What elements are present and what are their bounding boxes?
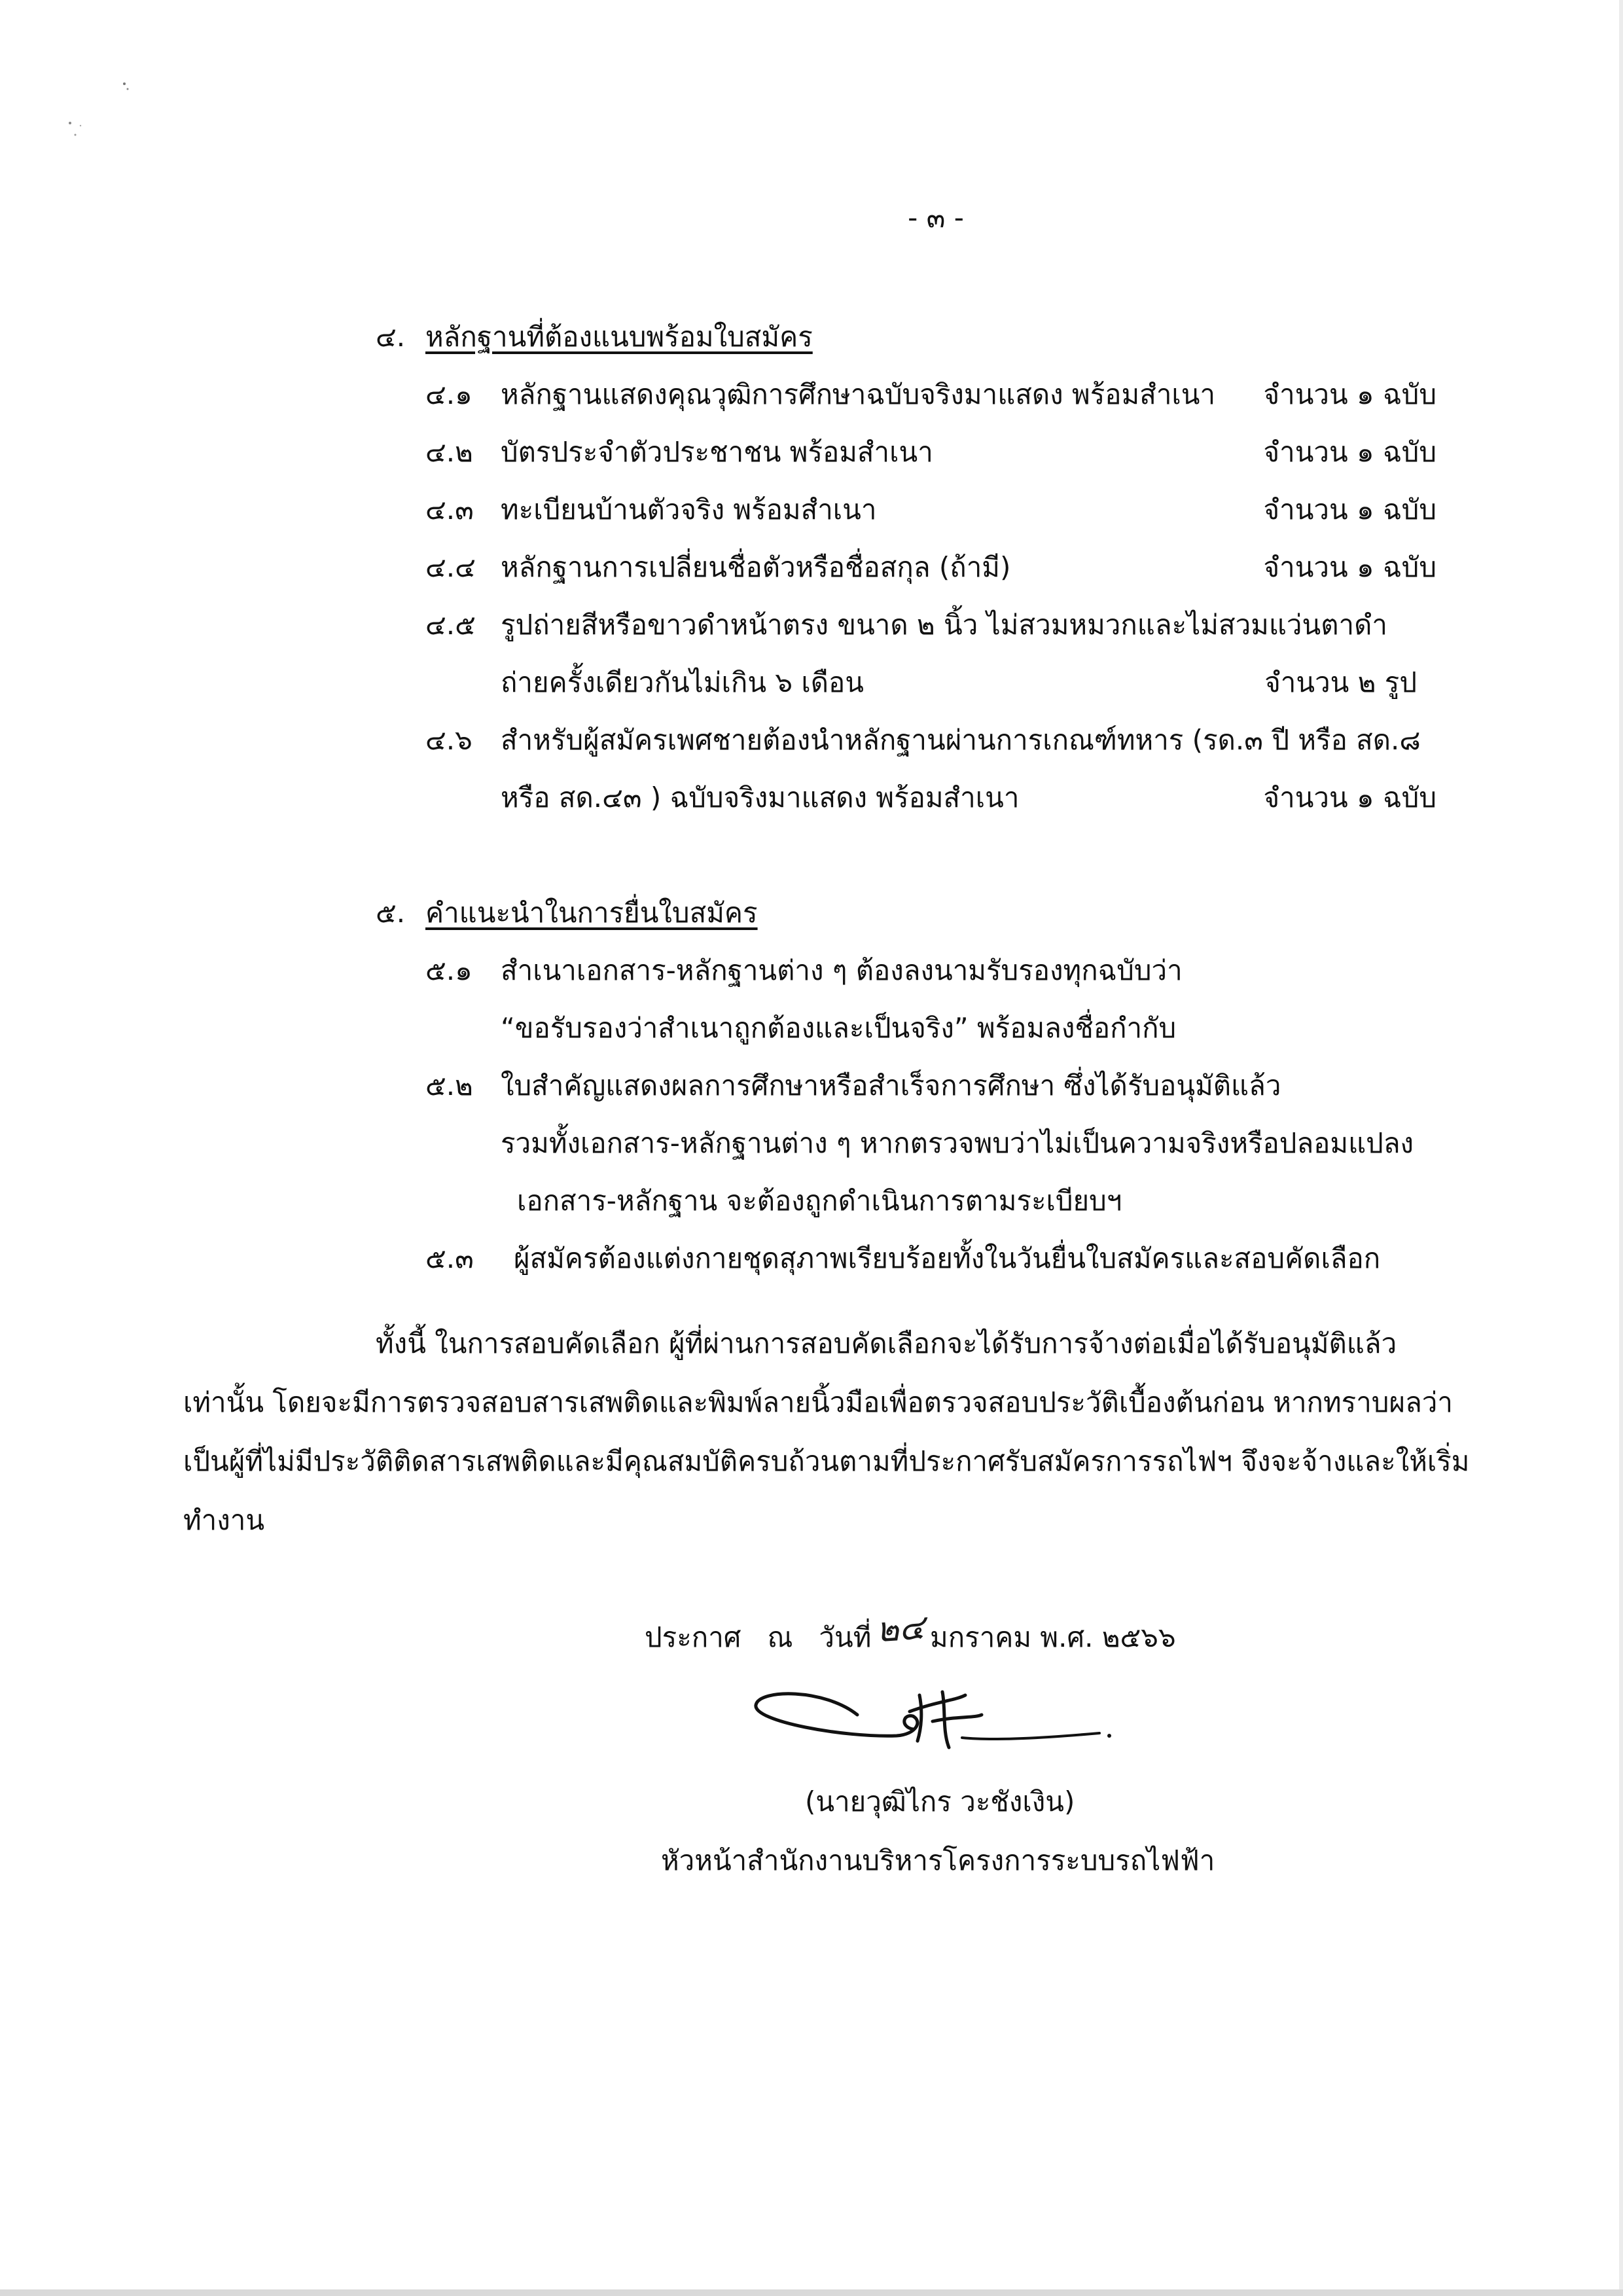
month-year: มกราคม พ.ศ. ๒๕๖๖ <box>930 1621 1176 1653</box>
scan-specks <box>62 72 141 151</box>
scan-edge <box>1619 0 1623 2296</box>
at-label: ณ <box>767 1621 793 1653</box>
item-text: ทะเบียนบ้านตัวจริง พร้อมสำเนา <box>501 493 877 526</box>
list-item <box>425 603 1436 643</box>
item-number: ๔.๑ <box>425 378 473 410</box>
handwritten-day: ๒๔ <box>875 1607 927 1651</box>
item-continuation: เอกสาร-หลักฐาน จะต้องถูกดำเนินการตามระเบียบฯ <box>517 1185 1122 1217</box>
list-item <box>425 949 1436 988</box>
handwritten-signature <box>746 1676 1113 1767</box>
item-number: ๕.๓ <box>425 1242 474 1274</box>
item-text: ใบสำคัญแสดงผลการศึกษาหรือสำเร็จการศึกษา ซึ่งได้รับอนุมัติแล้ว <box>501 1069 1281 1102</box>
day-label: วันที่ <box>819 1621 872 1653</box>
paragraph-line: เป็นผู้ที่ไม่มีประวัติติดสารเสพติดและมีคุณสมบัติครบถ้วนตามที่ประกาศรับสมัครการรถไฟฯ จึงจะจ้างและให้เริ่ม <box>183 1445 1470 1477</box>
section-title: หลักฐานที่ต้องแนบพร้อมใบสมัคร <box>425 321 813 353</box>
list-item <box>425 373 1436 412</box>
item-continuation: “ขอรับรองว่าสำเนาถูกต้องและเป็นจริง” พร้อมลงชื่อกำกับ <box>501 1012 1177 1044</box>
list-item <box>425 488 1436 528</box>
item-text: รูปถ่ายสีหรือขาวดำหน้าตรง ขนาด ๒ นิ้ว ไม่สวมหมวกและไม่สวมแว่นตาดำ <box>501 609 1387 641</box>
announce-label: ประกาศ <box>645 1621 741 1653</box>
page-number: - ๓ - <box>908 202 964 234</box>
item-number: ๔.๖ <box>425 724 473 756</box>
section-4-heading <box>376 315 813 359</box>
item-quantity: จำนวน ๒ รูป <box>1264 666 1417 698</box>
item-number: ๔.๓ <box>425 493 474 526</box>
item-number: ๔.๕ <box>425 609 476 641</box>
item-quantity: จำนวน ๑ ฉบับ <box>1263 436 1436 468</box>
list-item <box>425 431 1436 470</box>
paragraph-line: เท่านั้น โดยจะมีการตรวจสอบสารเสพติดและพิมพ์ลายนิ้วมือเพื่อตรวจสอบประวัติเบื้องต้นก่อน หากทราบผลว่า <box>183 1386 1453 1418</box>
paragraph-line: ทำงาน <box>183 1504 265 1536</box>
section-5-heading <box>376 891 758 935</box>
item-text: สำหรับผู้สมัครเพศชายต้องนำหลักฐานผ่านการเกณฑ์ทหาร (รด.๓ ปี หรือ สด.๘ <box>501 724 1421 756</box>
item-continuation: หรือ สด.๔๓ ) ฉบับจริงมาแสดง พร้อมสำเนา <box>501 781 1020 814</box>
item-text: สำเนาเอกสาร-หลักฐานต่าง ๆ ต้องลงนามรับรองทุกฉบับว่า <box>501 954 1183 986</box>
scan-edge <box>0 2289 1623 2296</box>
item-text: บัตรประจำตัวประชาชน พร้อมสำเนา <box>501 436 933 468</box>
item-text: หลักฐานแสดงคุณวุฒิการศึกษาฉบับจริงมาแสดง พร้อมสำเนา <box>501 378 1216 410</box>
section-number: ๔. <box>376 321 406 353</box>
item-number: ๕.๑ <box>425 954 473 986</box>
section-title: คำแนะนำในการยื่นใบสมัคร <box>425 897 758 929</box>
paragraph-line: ทั้งนี้ ในการสอบคัดเลือก ผู้ที่ผ่านการสอบคัดเลือกจะได้รับการจ้างต่อเมื่อได้รับอนุมัติแล้ว <box>376 1327 1397 1359</box>
list-item <box>425 719 1436 758</box>
section-number: ๕. <box>376 897 406 929</box>
item-number: ๔.๒ <box>425 436 473 468</box>
item-quantity: จำนวน ๑ ฉบับ <box>1263 493 1436 526</box>
item-continuation: ถ่ายครั้งเดียวกันไม่เกิน ๖ เดือน <box>501 666 864 698</box>
item-quantity: จำนวน ๑ ฉบับ <box>1263 378 1436 410</box>
signatory-name: (นายวุฒิไกร วะชังเงิน) <box>805 1785 1075 1818</box>
item-number: ๕.๒ <box>425 1069 473 1102</box>
item-number: ๔.๔ <box>425 551 476 583</box>
item-text: หลักฐานการเปลี่ยนชื่อตัวหรือชื่อสกุล (ถ้ามี) <box>501 551 1011 583</box>
item-quantity: จำนวน ๑ ฉบับ <box>1263 781 1436 814</box>
list-item <box>425 546 1436 585</box>
item-quantity-row <box>425 776 1436 816</box>
item-continuation: รวมทั้งเอกสาร-หลักฐานต่าง ๆ หากตรวจพบว่าไม่เป็นความจริงหรือปลอมแปลง <box>501 1127 1414 1159</box>
item-text: ผู้สมัครต้องแต่งกายชุดสุภาพเรียบร้อยทั้งในวันยื่นใบสมัครและสอบคัดเลือก <box>514 1242 1381 1274</box>
item-quantity: จำนวน ๑ ฉบับ <box>1263 551 1436 583</box>
signatory-position: หัวหน้าสำนักงานบริหารโครงการระบบรถไฟฟ้า <box>661 1844 1215 1876</box>
list-item <box>425 1237 1436 1276</box>
list-item <box>425 1064 1436 1103</box>
announcement-date <box>645 1607 1176 1662</box>
